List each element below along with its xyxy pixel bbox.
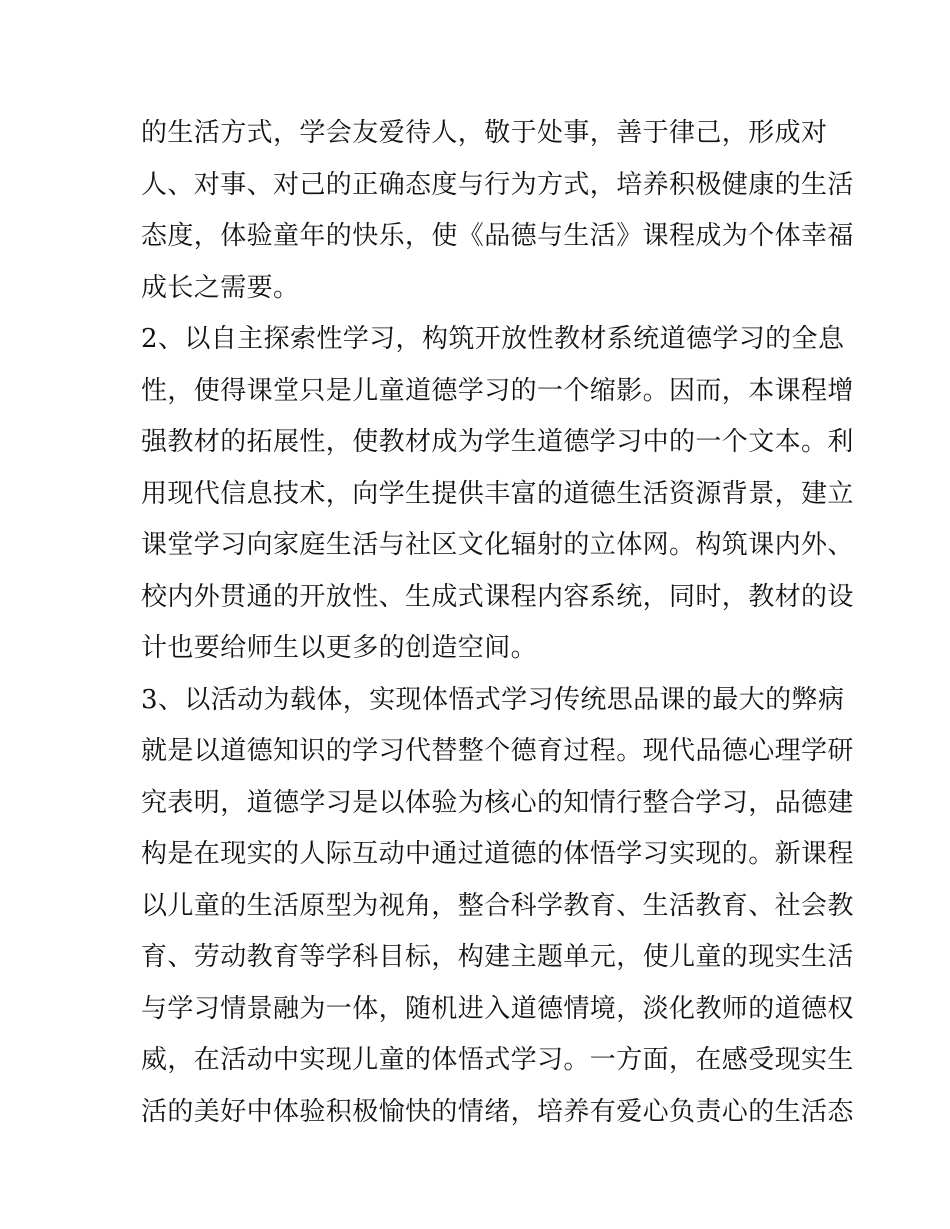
text-line: 性，使得课堂只是儿童道德学习的一个缩影。因而，本课程增 (141, 375, 854, 406)
text-line: 校内外贯通的开放性、生成式课程内容系统，同时，教材的设 (141, 581, 854, 612)
text-line: 人、对事、对己的正确态度与行为方式，培养积极健康的生活 (141, 169, 854, 200)
text-line: 成长之需要。 (141, 272, 300, 303)
text-line: 就是以道德知识的学习代替整个德育过程。现代品德心理学研 (141, 736, 854, 766)
text-line: 态度，体验童年的快乐，使《品德与生活》课程成为个体幸福 (141, 221, 854, 251)
text-line: 强教材的拓展性，使教材成为学生道德学习中的一个文本。利 (141, 427, 854, 457)
text-line: 构是在现实的人际互动中通过道德的体悟学习实现的。新课程 (141, 839, 854, 869)
text-line: 威，在活动中实现儿童的体悟式学习。一方面，在感受现实生 (141, 1045, 854, 1075)
text-line: 3、以活动为载体，实现体悟式学习传统思品课的最大的弊病 (141, 684, 845, 715)
text-line: 与学习情景融为一体，随机进入道德情境，淡化教师的道德权 (141, 993, 854, 1024)
body-text (141, 108, 854, 1138)
text-line: 的生活方式，学会友爱待人，敬于处事，善于律己，形成对 (141, 118, 828, 148)
text-line: 究表明，道德学习是以体验为核心的知情行整合学习，品德建 (141, 787, 854, 818)
text-line: 计也要给师生以更多的创造空间。 (141, 633, 538, 663)
text-line: 2、以自主探索性学习，构筑开放性教材系统道德学习的全息 (141, 324, 845, 354)
text-line: 以儿童的生活原型为视角，整合科学教育、生活教育、社会教 (141, 890, 854, 921)
text-line: 活的美好中体验积极愉快的情绪，培养有爱心负责心的生活态 (141, 1096, 854, 1127)
text-line: 课堂学习向家庭生活与社区文化辐射的立体网。构筑课内外、 (141, 530, 854, 560)
text-line: 育、劳动教育等学科目标，构建主题单元，使儿童的现实生活 (141, 942, 854, 972)
text-line: 用现代信息技术，向学生提供丰富的道德生活资源背景，建立 (141, 478, 854, 509)
